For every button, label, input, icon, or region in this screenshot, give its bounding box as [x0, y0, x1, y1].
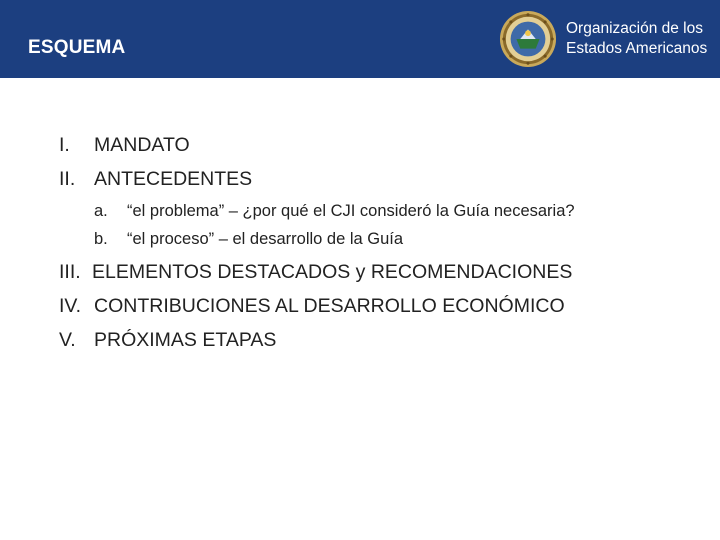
- outline-text: CONTRIBUCIONES AL DESARROLLO ECONÓMICO: [94, 295, 565, 317]
- outline-number: IV.: [59, 295, 82, 317]
- outline-text: PRÓXIMAS ETAPAS: [94, 329, 277, 351]
- organization-name-line1: Organización de los: [566, 20, 703, 37]
- outline-text: MANDATO: [94, 134, 190, 156]
- outline-subtext: “el proceso” – el desarrollo de la Guía: [127, 230, 404, 248]
- slide-title: ESQUEMA: [28, 37, 126, 58]
- organization-name-line2: Estados Americanos: [566, 40, 708, 57]
- outline-number: V.: [59, 329, 76, 351]
- outline-text: ELEMENTOS DESTACADOS y RECOMENDACIONES: [92, 261, 573, 283]
- outline-subtext: “el problema” – ¿por qué el CJI consideró la Guía necesaria?: [127, 202, 575, 220]
- organization-name: [566, 19, 707, 59]
- outline-number: II.: [59, 168, 76, 190]
- outline-subnumber: b.: [94, 230, 108, 248]
- outline-number: III.: [59, 261, 81, 283]
- outline-number: I.: [59, 134, 70, 156]
- oas-seal-icon: [499, 10, 557, 68]
- outline-subnumber: a.: [94, 202, 108, 220]
- header-bar: [0, 0, 720, 78]
- outline-text: ANTECEDENTES: [94, 168, 253, 190]
